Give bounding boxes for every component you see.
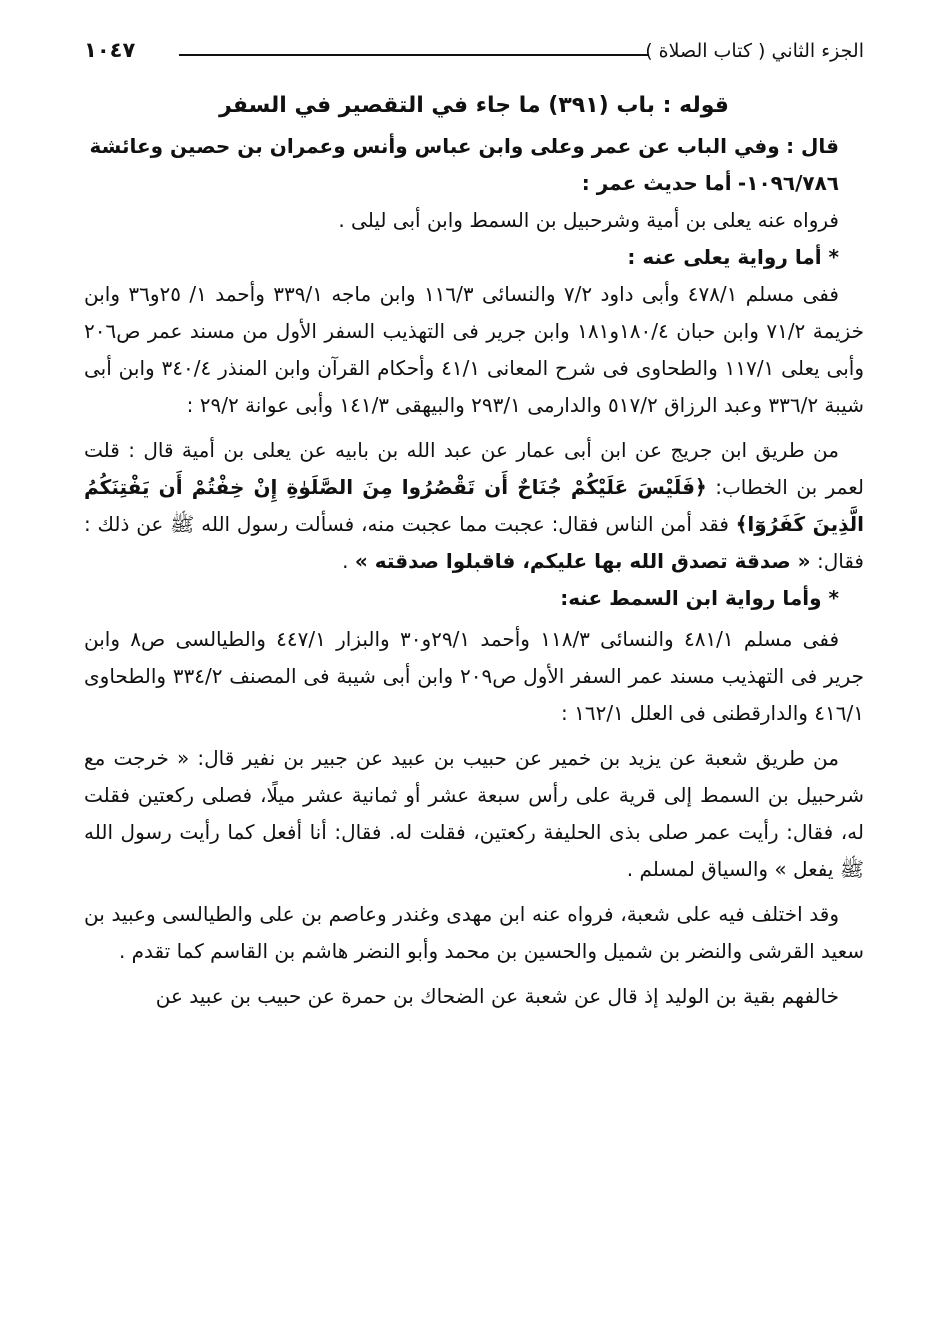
section1-chain-paragraph (84, 432, 864, 580)
section1-end: . (342, 549, 349, 573)
quran-verse: ﴿فَلَيْسَ عَلَيْكُمْ جُنَاحٌ أَن تَقْصُرُوا مِنَ الصَّلَوٰةِ إِنْ خِفْتُمْ أَن يَفْتِنَكُمُ الَّذِينَ كَفَرُوٓا﴾ (84, 475, 864, 536)
hadith-title-line (84, 165, 864, 202)
qala-paragraph (84, 128, 864, 165)
section1-sources: ففى مسلم ٤٧٨/١ وأبى داود ٧/٢ والنسائى ١١٦/٣ وابن ماجه ٣٣٩/١ وأحمد ١/ ٢٥و٣٦ وابن خزيمة ٧١/٢ وابن حبان ١٨٠/٤و١٨١ وابن جرير فى التهذيب السفر الأول من مسند عمر ص٢٠٦ وأبى يعلى ١١٧/١ والطحاوى فى شرح المعانى ٤١/١ وأحكام القرآن وابن المنذر ٣٤٠/٤ وابن أبى شيبة ٣٣٦/٢ وعبد الرزاق ٥١٧/٢ والدارمى ٢٩٣/١ والبيهقى ١٤١/٣ وأبى عوانة ٢٩/٢ : (84, 282, 865, 417)
document-page (84, 34, 864, 1324)
chapter-heading: قوله : باب (٣٩١) ما جاء في التقصير في السفر (219, 93, 729, 118)
section1-heading: * أما رواية يعلى عنه : (627, 245, 839, 269)
header-title: الجزء الثاني ( كتاب الصلاة ) (645, 40, 864, 62)
qala-text: وفي الباب عن عمر وعلى وابن عباس وأنس وعمران بن حصين وعائشة (89, 134, 780, 158)
header-rule (179, 54, 649, 56)
spacer (84, 424, 864, 432)
hadith-title: أما حديث عمر : (581, 171, 732, 195)
section2-heading: * وأما رواية ابن السمط عنه: (560, 586, 839, 610)
paragraph-3: وقد اختلف فيه على شعبة، فرواه عنه ابن مهدى وغندر وعاصم بن على والطيالسى وعبيد بن سعيد القرشى والنضر بن شميل والحسين بن محمد وأبو النضر هاشم بن القاسم كما تقدم . (84, 902, 864, 963)
section1-matn: « صدقة تصدق الله بها عليكم، فاقبلوا صدقته » (354, 549, 811, 573)
hadith-number: ١٠٩٦/٧٨٦- (737, 171, 839, 195)
paragraph-4: خالفهم بقية بن الوليد إذ قال عن شعبة عن الضحاك بن حمرة عن حبيب بن عبيد عن (155, 984, 839, 1008)
running-header (84, 34, 864, 74)
section2-chain: من طريق شعبة عن يزيد بن خمير عن حبيب بن عبيد عن جبير بن نفير قال: « خرجت مع شرحبيل بن السمط إلى قرية على رأس سبعة عشر أو ثمانية عشر ميلًا، فصلى ركعتين فقلت له، فقال: رأيت عمر صلى بذى الحليفة ركعتين، فقلت له. فقال: أنا أفعل كما رأيت رسول الله ﷺ يفعل » والسياق لمسلم . (84, 746, 864, 881)
section1-chain: من طريق ابن جريج عن ابن أبى عمار عن عبد الله بن بابيه عن يعلى بن أمية قال : قلت لعمر بن الخطاب: (84, 438, 864, 499)
hadith-intro: فرواه عنه يعلى بن أمية وشرحبيل بن السمط وابن أبى ليلى . (338, 208, 839, 232)
qala-label: قال : (786, 134, 839, 158)
spacer (84, 888, 864, 896)
section1-chain-cont: فقد أمن الناس فقال: عجبت مما عجبت منه، فسألت رسول الله ﷺ عن ذلك : فقال: (84, 512, 864, 573)
page-number: ١٠٤٧ (84, 38, 136, 62)
spacer (84, 970, 864, 978)
section2-sources: ففى مسلم ٤٨١/١ والنسائى ١١٨/٣ وأحمد ٢٩/١و٣٠ والبزار ٤٤٧/١ والطيالسى ص٨ وابن جرير فى التهذيب مسند عمر السفر الأول ص٢٠٩ وابن أبى شيبة فى المصنف ٣٣٤/٢ والطحاوى ٤١٦/١ والدارقطنى فى العلل ١٦٢/١ : (84, 627, 864, 725)
spacer (84, 732, 864, 740)
